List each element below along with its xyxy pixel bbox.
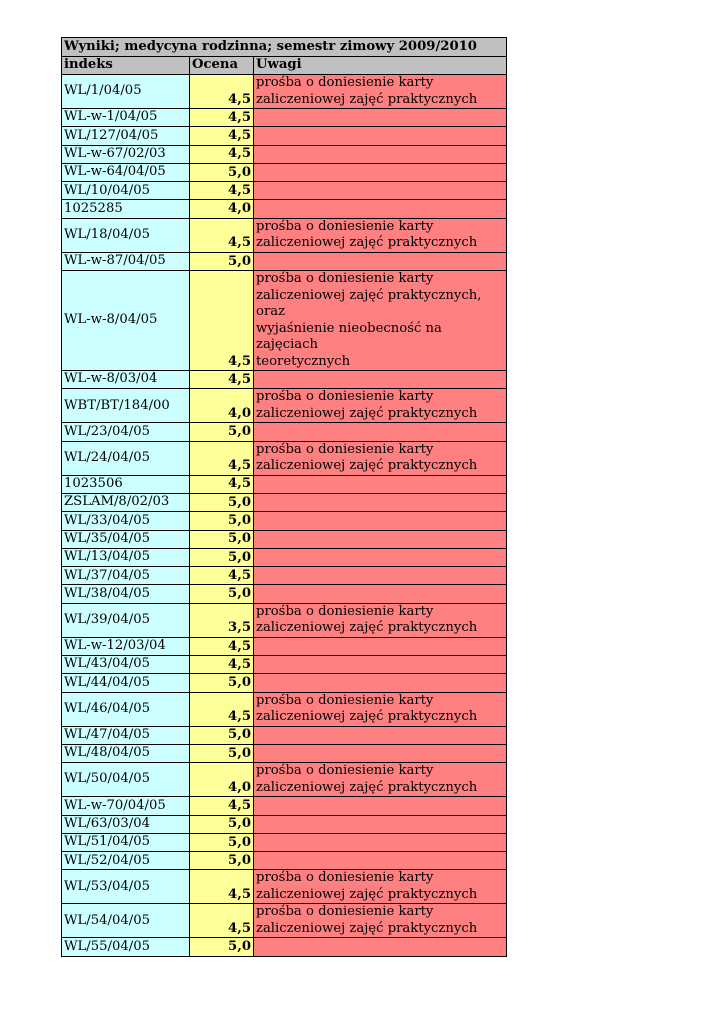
student-index: WL-w-8/03/04 xyxy=(62,371,190,389)
remarks xyxy=(254,218,507,252)
table-row xyxy=(62,75,507,109)
table-row xyxy=(62,744,507,762)
grade: 5,0 xyxy=(190,726,254,744)
remarks xyxy=(254,182,507,200)
table-row xyxy=(62,656,507,674)
table-row xyxy=(62,145,507,163)
student-index: WL-w-64/04/05 xyxy=(62,163,190,181)
table-row xyxy=(62,904,507,938)
remark-line: zaliczeniowej zajęć praktycznych xyxy=(256,91,478,107)
grade: 4,0 xyxy=(190,200,254,218)
table-row xyxy=(62,423,507,441)
results-table xyxy=(61,37,507,957)
student-index: WL/35/04/05 xyxy=(62,530,190,548)
remarks xyxy=(254,833,507,851)
remark-line: zaliczeniowej zajęć praktycznych xyxy=(256,235,478,251)
remark-line: prośba o doniesienie karty xyxy=(256,603,434,619)
student-index: WL-w-70/04/05 xyxy=(62,797,190,815)
remark-line: prośba o doniesienie karty xyxy=(256,763,434,779)
student-index: WL-w-1/04/05 xyxy=(62,109,190,127)
table-row xyxy=(62,252,507,270)
remarks xyxy=(254,493,507,511)
remarks xyxy=(254,200,507,218)
remarks xyxy=(254,637,507,655)
remarks xyxy=(254,389,507,423)
student-index: WL/52/04/05 xyxy=(62,852,190,870)
remarks xyxy=(254,585,507,603)
student-index: WL/1/04/05 xyxy=(62,75,190,109)
column-header-remarks: Uwagi xyxy=(254,57,507,75)
table-row xyxy=(62,815,507,833)
table-row xyxy=(62,567,507,585)
grade: 4,5 xyxy=(190,475,254,493)
grade: 5,0 xyxy=(190,512,254,530)
table-row xyxy=(62,548,507,566)
header-row xyxy=(62,57,507,75)
table-row xyxy=(62,637,507,655)
table-row xyxy=(62,182,507,200)
remark-line: prośba o doniesienie karty xyxy=(256,692,434,708)
student-index: WL/55/04/05 xyxy=(62,938,190,956)
table-row xyxy=(62,163,507,181)
table-row xyxy=(62,530,507,548)
column-header-grade: Ocena xyxy=(190,57,254,75)
table-row xyxy=(62,441,507,475)
remark-line: prośba o doniesienie karty xyxy=(256,75,434,90)
student-index: WL-w-87/04/05 xyxy=(62,252,190,270)
grade: 5,0 xyxy=(190,938,254,956)
remarks xyxy=(254,674,507,692)
student-index: WL/51/04/05 xyxy=(62,833,190,851)
student-index: WL/46/04/05 xyxy=(62,692,190,726)
remarks xyxy=(254,145,507,163)
student-index: 1025285 xyxy=(62,200,190,218)
grade: 5,0 xyxy=(190,674,254,692)
remark-line: zaliczeniowej zajęć praktycznych xyxy=(256,886,478,902)
grade: 5,0 xyxy=(190,815,254,833)
grade: 5,0 xyxy=(190,530,254,548)
remarks xyxy=(254,744,507,762)
grade: 5,0 xyxy=(190,585,254,603)
remarks xyxy=(254,815,507,833)
student-index: ZSLAM/8/02/03 xyxy=(62,493,190,511)
student-index: WL-w-8/04/05 xyxy=(62,271,190,371)
table-row xyxy=(62,109,507,127)
student-index: WL/44/04/05 xyxy=(62,674,190,692)
remarks xyxy=(254,271,507,371)
remark-line: prośba o doniesienie karty xyxy=(256,218,434,234)
grade: 5,0 xyxy=(190,548,254,566)
remarks xyxy=(254,904,507,938)
table-row xyxy=(62,938,507,956)
remarks xyxy=(254,763,507,797)
grade: 4,5 xyxy=(190,182,254,200)
remark-line: prośba o doniesienie karty xyxy=(256,389,434,405)
grade: 4,5 xyxy=(190,271,254,371)
grade: 5,0 xyxy=(190,252,254,270)
table-row xyxy=(62,852,507,870)
grade: 5,0 xyxy=(190,852,254,870)
grade: 4,5 xyxy=(190,797,254,815)
student-index: WBT/BT/184/00 xyxy=(62,389,190,423)
table-row xyxy=(62,833,507,851)
remarks xyxy=(254,163,507,181)
remark-line: teoretycznych xyxy=(256,353,351,369)
table-row xyxy=(62,200,507,218)
remarks xyxy=(254,692,507,726)
grade: 4,5 xyxy=(190,218,254,252)
title-row xyxy=(62,38,507,57)
column-header-index: indeks xyxy=(62,57,190,75)
student-index: WL/18/04/05 xyxy=(62,218,190,252)
remarks xyxy=(254,797,507,815)
table-row xyxy=(62,271,507,371)
table-row xyxy=(62,493,507,511)
table-row xyxy=(62,389,507,423)
table-row xyxy=(62,763,507,797)
student-index: WL/63/03/04 xyxy=(62,815,190,833)
remark-line: zaliczeniowej zajęć praktycznych xyxy=(256,620,478,636)
remarks xyxy=(254,852,507,870)
table-row xyxy=(62,512,507,530)
remarks xyxy=(254,441,507,475)
remarks xyxy=(254,530,507,548)
remarks xyxy=(254,475,507,493)
remarks xyxy=(254,726,507,744)
remarks xyxy=(254,548,507,566)
grade: 4,5 xyxy=(190,127,254,145)
student-index: 1023506 xyxy=(62,475,190,493)
table-row xyxy=(62,371,507,389)
remark-line: prośba o doniesienie karty xyxy=(256,904,434,920)
grade: 5,0 xyxy=(190,833,254,851)
table-row xyxy=(62,585,507,603)
grade: 4,5 xyxy=(190,904,254,938)
remarks xyxy=(254,512,507,530)
grade: 4,5 xyxy=(190,145,254,163)
grade: 4,5 xyxy=(190,567,254,585)
remark-line: zaliczeniowej zajęć praktycznych xyxy=(256,920,478,936)
student-index: WL/38/04/05 xyxy=(62,585,190,603)
grade: 4,5 xyxy=(190,371,254,389)
student-index: WL/50/04/05 xyxy=(62,763,190,797)
student-index: WL/23/04/05 xyxy=(62,423,190,441)
grade: 4,5 xyxy=(190,692,254,726)
grade: 4,5 xyxy=(190,441,254,475)
student-index: WL-w-67/02/03 xyxy=(62,145,190,163)
remarks xyxy=(254,567,507,585)
grade: 4,5 xyxy=(190,637,254,655)
table-row xyxy=(62,870,507,904)
table-row xyxy=(62,692,507,726)
remark-line: zaliczeniowej zajęć praktycznych xyxy=(256,709,478,725)
remarks xyxy=(254,423,507,441)
student-index: WL/33/04/05 xyxy=(62,512,190,530)
grade: 4,5 xyxy=(190,109,254,127)
remark-line: zaliczeniowej zajęć praktycznych xyxy=(256,458,478,474)
remark-line: prośba o doniesienie karty xyxy=(256,870,434,886)
student-index: WL/43/04/05 xyxy=(62,656,190,674)
remarks xyxy=(254,870,507,904)
grade: 5,0 xyxy=(190,163,254,181)
student-index: WL/53/04/05 xyxy=(62,870,190,904)
remark-line: prośba o doniesienie karty xyxy=(256,271,434,287)
grade: 3,5 xyxy=(190,603,254,637)
grade: 5,0 xyxy=(190,493,254,511)
remarks xyxy=(254,75,507,109)
student-index: WL/10/04/05 xyxy=(62,182,190,200)
remarks xyxy=(254,109,507,127)
remarks xyxy=(254,252,507,270)
results-table-body xyxy=(62,38,507,957)
sheet-title: Wyniki; medycyna rodzinna; semestr zimowy 2009/2010 xyxy=(62,38,507,57)
table-row xyxy=(62,475,507,493)
student-index: WL/47/04/05 xyxy=(62,726,190,744)
grade: 4,5 xyxy=(190,75,254,109)
grade: 4,5 xyxy=(190,870,254,904)
student-index: WL/24/04/05 xyxy=(62,441,190,475)
student-index: WL/54/04/05 xyxy=(62,904,190,938)
table-row xyxy=(62,674,507,692)
remark-line: zaliczeniowej zajęć praktycznych, oraz xyxy=(256,287,482,320)
remarks xyxy=(254,938,507,956)
table-row xyxy=(62,797,507,815)
remarks xyxy=(254,603,507,637)
table-row xyxy=(62,603,507,637)
remark-line: prośba o doniesienie karty xyxy=(256,441,434,457)
grade: 4,0 xyxy=(190,763,254,797)
student-index: WL-w-12/03/04 xyxy=(62,637,190,655)
student-index: WL/48/04/05 xyxy=(62,744,190,762)
grade: 5,0 xyxy=(190,744,254,762)
student-index: WL/37/04/05 xyxy=(62,567,190,585)
remarks xyxy=(254,127,507,145)
student-index: WL/127/04/05 xyxy=(62,127,190,145)
remarks xyxy=(254,656,507,674)
table-row xyxy=(62,127,507,145)
table-row xyxy=(62,726,507,744)
grade: 4,0 xyxy=(190,389,254,423)
student-index: WL/13/04/05 xyxy=(62,548,190,566)
grade: 4,5 xyxy=(190,656,254,674)
remarks xyxy=(254,371,507,389)
remark-line: zaliczeniowej zajęć praktycznych xyxy=(256,779,478,795)
remark-line: wyjaśnienie nieobecność na zajęciach xyxy=(256,320,442,353)
remark-line: zaliczeniowej zajęć praktycznych xyxy=(256,405,478,421)
student-index: WL/39/04/05 xyxy=(62,603,190,637)
table-row xyxy=(62,218,507,252)
grade: 5,0 xyxy=(190,423,254,441)
